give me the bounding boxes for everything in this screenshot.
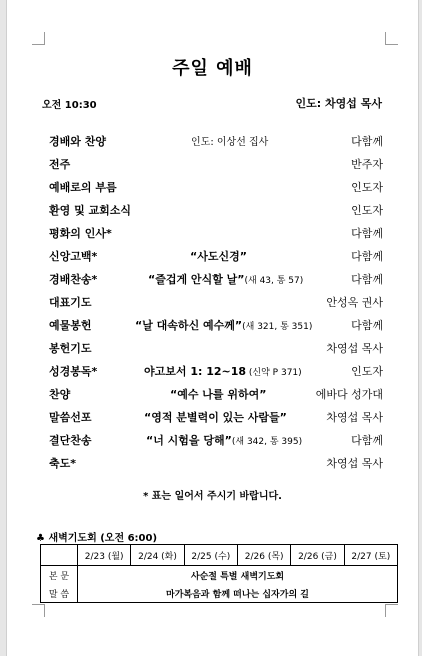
order-item-name: 말씀선포 bbox=[49, 411, 92, 424]
schedule-corner-cell bbox=[41, 545, 78, 566]
order-item-detail: “즐겁게 안식할 날” bbox=[148, 273, 245, 286]
order-item-performer: 안성옥 권사 bbox=[326, 296, 383, 309]
service-leader: 인도: 차영섭 목사 bbox=[295, 97, 382, 110]
order-item-name: 경배와 찬양 bbox=[49, 135, 106, 148]
order-row-representative-prayer bbox=[49, 294, 383, 314]
schedule-date: 2/24 (화) bbox=[131, 545, 184, 566]
order-item-performer: 인도자 bbox=[351, 181, 383, 194]
order-item-detail: “사도신경” bbox=[190, 250, 247, 263]
order-item-performer: 다함께 bbox=[351, 227, 383, 240]
order-row-benediction bbox=[49, 455, 383, 475]
crop-mark-bottom-right bbox=[385, 604, 398, 617]
order-item-name: 찬양 bbox=[49, 388, 71, 401]
order-item-name: 신앙고백* bbox=[49, 250, 98, 263]
order-item-name: 결단찬송 bbox=[49, 434, 92, 447]
order-row-praise-hymn bbox=[49, 271, 383, 291]
schedule-row-sermon bbox=[41, 584, 398, 603]
order-item-hymn-number: (새 342, 통 395) bbox=[231, 437, 303, 447]
service-time: 오전 10:30 bbox=[42, 100, 97, 111]
order-row-confession bbox=[49, 248, 383, 268]
order-item-name: 전주 bbox=[49, 158, 71, 171]
order-row-call-to-worship bbox=[49, 179, 383, 199]
crop-mark-bottom-left bbox=[32, 604, 45, 617]
order-item-name: 예물봉헌 bbox=[49, 319, 92, 332]
order-item-performer: 인도자 bbox=[351, 365, 383, 378]
document-page bbox=[6, 0, 419, 656]
order-item-hymn-number: (새 43, 통 57) bbox=[244, 276, 304, 286]
schedule-row-label: 본 문 bbox=[41, 566, 78, 585]
order-item-performer: 다함께 bbox=[351, 135, 383, 148]
order-item-name: 봉헌기도 bbox=[49, 342, 92, 355]
schedule-date: 2/26 (목) bbox=[237, 545, 290, 566]
order-item-name: 성경봉독* bbox=[49, 365, 98, 378]
order-item-performer: 차영섭 목사 bbox=[326, 342, 383, 355]
order-item-name: 경배찬송* bbox=[49, 273, 98, 286]
schedule-date: 2/23 (월) bbox=[78, 545, 131, 566]
order-item-performer: 다함께 bbox=[351, 434, 383, 447]
schedule-date: 2/25 (수) bbox=[184, 545, 237, 566]
order-row-commitment-hymn bbox=[49, 432, 383, 452]
dawn-prayer-title: ♣ 새벽기도회 (오전 6:00) bbox=[36, 533, 158, 544]
order-item-detail: “날 대속하신 예수께” bbox=[135, 319, 243, 332]
schedule-row-text bbox=[41, 566, 398, 585]
schedule-row-value: 사순절 특별 새벽기도회 bbox=[78, 566, 398, 585]
order-item-detail: “너 시험을 당해” bbox=[146, 434, 232, 447]
order-item-page-ref: (신약 P 371) bbox=[246, 368, 302, 378]
order-item-performer: 차영섭 목사 bbox=[326, 457, 383, 470]
schedule-date: 2/26 (금) bbox=[291, 545, 344, 566]
order-row-opening-praise bbox=[49, 133, 383, 153]
order-row-peace-greeting bbox=[49, 225, 383, 245]
crop-mark-top-left bbox=[32, 32, 45, 45]
order-item-detail: 야고보서 1: 12~18 bbox=[144, 365, 247, 378]
schedule-header-row bbox=[41, 545, 398, 566]
schedule-row-label: 말 씀 bbox=[41, 584, 78, 603]
order-item-name: 축도* bbox=[49, 457, 77, 470]
order-item-name: 환영 및 교회소식 bbox=[49, 204, 132, 217]
order-item-performer: 다함께 bbox=[351, 273, 383, 286]
order-item-name: 평화의 인사* bbox=[49, 227, 112, 240]
order-row-sermon bbox=[49, 409, 383, 429]
order-item-performer: 에바다 성가대 bbox=[315, 388, 383, 401]
order-row-welcome-news bbox=[49, 202, 383, 222]
dawn-prayer-schedule bbox=[40, 544, 398, 603]
order-row-choir-anthem bbox=[49, 386, 383, 406]
order-item-name: 예배로의 부름 bbox=[49, 181, 117, 194]
order-item-performer: 인도자 bbox=[351, 204, 383, 217]
order-item-detail: 인도: 이상선 집사 bbox=[191, 137, 269, 148]
order-item-performer: 다함께 bbox=[351, 250, 383, 263]
order-item-name: 대표기도 bbox=[49, 296, 92, 309]
order-row-prelude bbox=[49, 156, 383, 176]
order-item-performer: 다함께 bbox=[351, 319, 383, 332]
order-item-hymn-number: (새 321, 통 351) bbox=[242, 322, 313, 332]
schedule-row-value: 마가복음과 함께 떠나는 십자가의 길 bbox=[78, 584, 398, 603]
crop-mark-top-right bbox=[385, 32, 398, 45]
order-row-offering bbox=[49, 317, 383, 337]
order-row-scripture-reading bbox=[49, 363, 383, 383]
order-item-performer: 차영섭 목사 bbox=[326, 411, 383, 424]
order-item-detail: “예수 나를 위하여” bbox=[170, 388, 267, 401]
schedule-date: 2/27 (토) bbox=[344, 545, 397, 566]
order-item-detail: “영적 분별력이 있는 사람들” bbox=[144, 411, 287, 424]
standing-note: * 표는 일어서 주시기 바랍니다. bbox=[143, 491, 282, 502]
order-row-offering-prayer bbox=[49, 340, 383, 360]
page-title: 주일 예배 bbox=[172, 58, 253, 79]
order-item-performer: 반주자 bbox=[351, 158, 383, 171]
